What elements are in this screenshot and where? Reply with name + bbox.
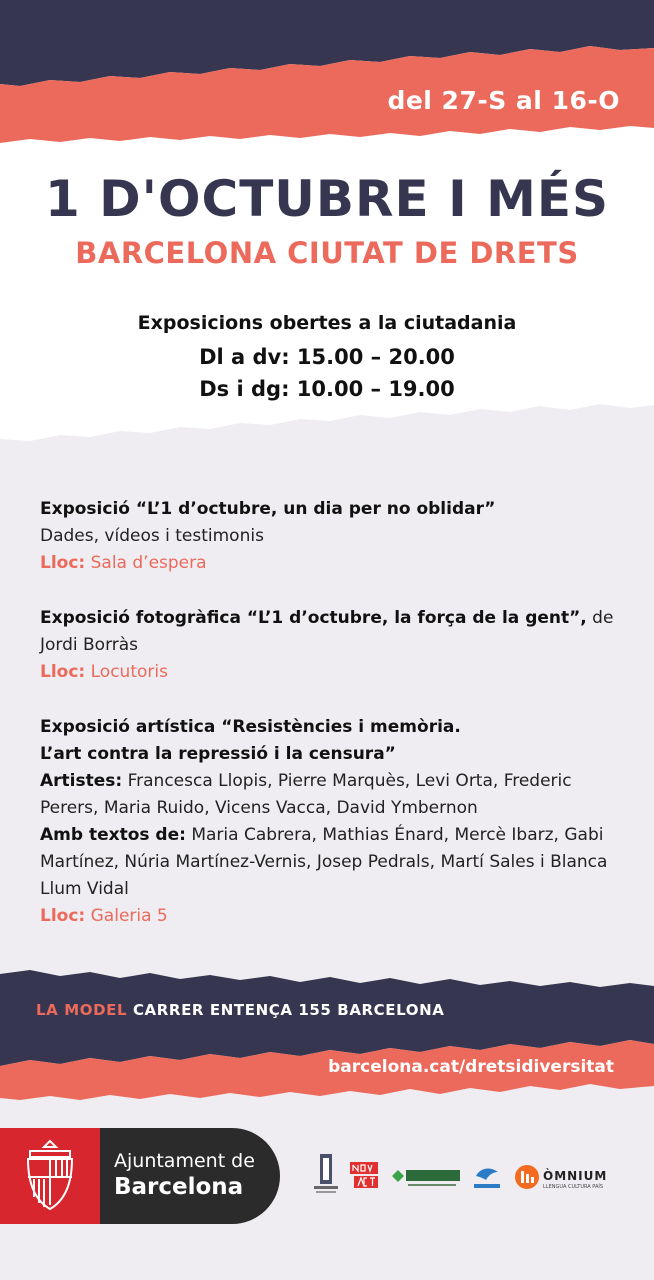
artists-list: Francesca Llopis, Pierre Marquès, Levi Orta, Frederic Perers, Maria Ruido, Vicens Vacca, David Ymbernon <box>40 771 572 818</box>
opening-intro: Exposicions obertes a la ciutadania <box>137 312 517 334</box>
place-value: Sala d’espera <box>90 553 207 573</box>
exhibition-3-title-line-1: Exposició artística “Resistències i memòria. <box>40 717 461 737</box>
exhibition-1-title: Exposició “L’1 d’octubre, un dia per no oblidar” <box>40 499 496 519</box>
footer-torn-bands <box>0 960 654 1100</box>
place-value: Galeria 5 <box>90 906 168 926</box>
exhibition-3 <box>40 714 630 930</box>
weekday-hours: Dl a dv: 15.00 – 20.00 <box>199 345 455 369</box>
place-label: Lloc: <box>40 906 86 926</box>
exhibition-2-title: Exposició fotogràfica “L’1 d’octubre, la força de la gent”, <box>40 608 587 628</box>
page-title: 1 D'OCTUBRE I MÉS <box>44 170 610 228</box>
texts-list: Maria Cabrera, Mathias Énard, Mercè Ibarz, Gabi Martínez, Núria Martínez-Vernis, Josep Pedrals, Martí Sales i Blanca Llum Vidal <box>40 825 608 899</box>
exhibition-1-description: Dades, vídeos i testimonis <box>40 526 264 546</box>
city-council-line-2: Barcelona <box>114 1174 244 1200</box>
weekend-hours: Ds i dg: 10.00 – 19.00 <box>199 377 455 401</box>
street-address: CARRER ENTENÇA 155 BARCELONA <box>132 1001 445 1019</box>
omnium-name: ÒMNIUM <box>543 1169 608 1183</box>
exhibition-1 <box>40 496 630 577</box>
exhibition-1-place <box>40 550 630 577</box>
exhibition-2 <box>40 605 630 686</box>
texts-label: Amb textos de: <box>40 825 186 845</box>
exhibition-2-author: de Jordi Borràs <box>40 608 614 655</box>
fundipau-logo <box>470 1164 504 1192</box>
iridia-logo <box>390 1166 462 1190</box>
exhibition-2-place <box>40 659 630 686</box>
city-council-line-1: Ajuntament de <box>114 1150 255 1172</box>
place-label: Lloc: <box>40 662 86 682</box>
venue-name: LA MODEL <box>36 1001 128 1019</box>
exhibition-2-heading <box>40 605 630 659</box>
institut-drets-humans-logo <box>312 1152 340 1196</box>
omnium-logo-icon <box>514 1164 540 1190</box>
exhibition-3-title-line-2: L’art contra la repressió i la censura” <box>40 744 396 764</box>
place-value: Locutoris <box>90 662 168 682</box>
novact-logo <box>350 1160 380 1190</box>
website-link[interactable]: barcelona.cat/dretsidiversitat <box>328 1057 614 1077</box>
venue-address <box>36 1001 444 1019</box>
exhibition-3-artists <box>40 768 630 822</box>
date-range: del 27-S al 16-O <box>387 86 620 115</box>
place-label: Lloc: <box>40 553 86 573</box>
page-subtitle: BARCELONA CIUTAT DE DRETS <box>75 236 579 270</box>
barcelona-coat-of-arms-icon <box>20 1137 80 1213</box>
omnium-tagline: LLENGUA CULTURA PAÍS <box>543 1184 604 1190</box>
exhibition-3-place <box>40 903 630 930</box>
artists-label: Artistes: <box>40 771 123 791</box>
exhibition-3-texts <box>40 822 630 903</box>
